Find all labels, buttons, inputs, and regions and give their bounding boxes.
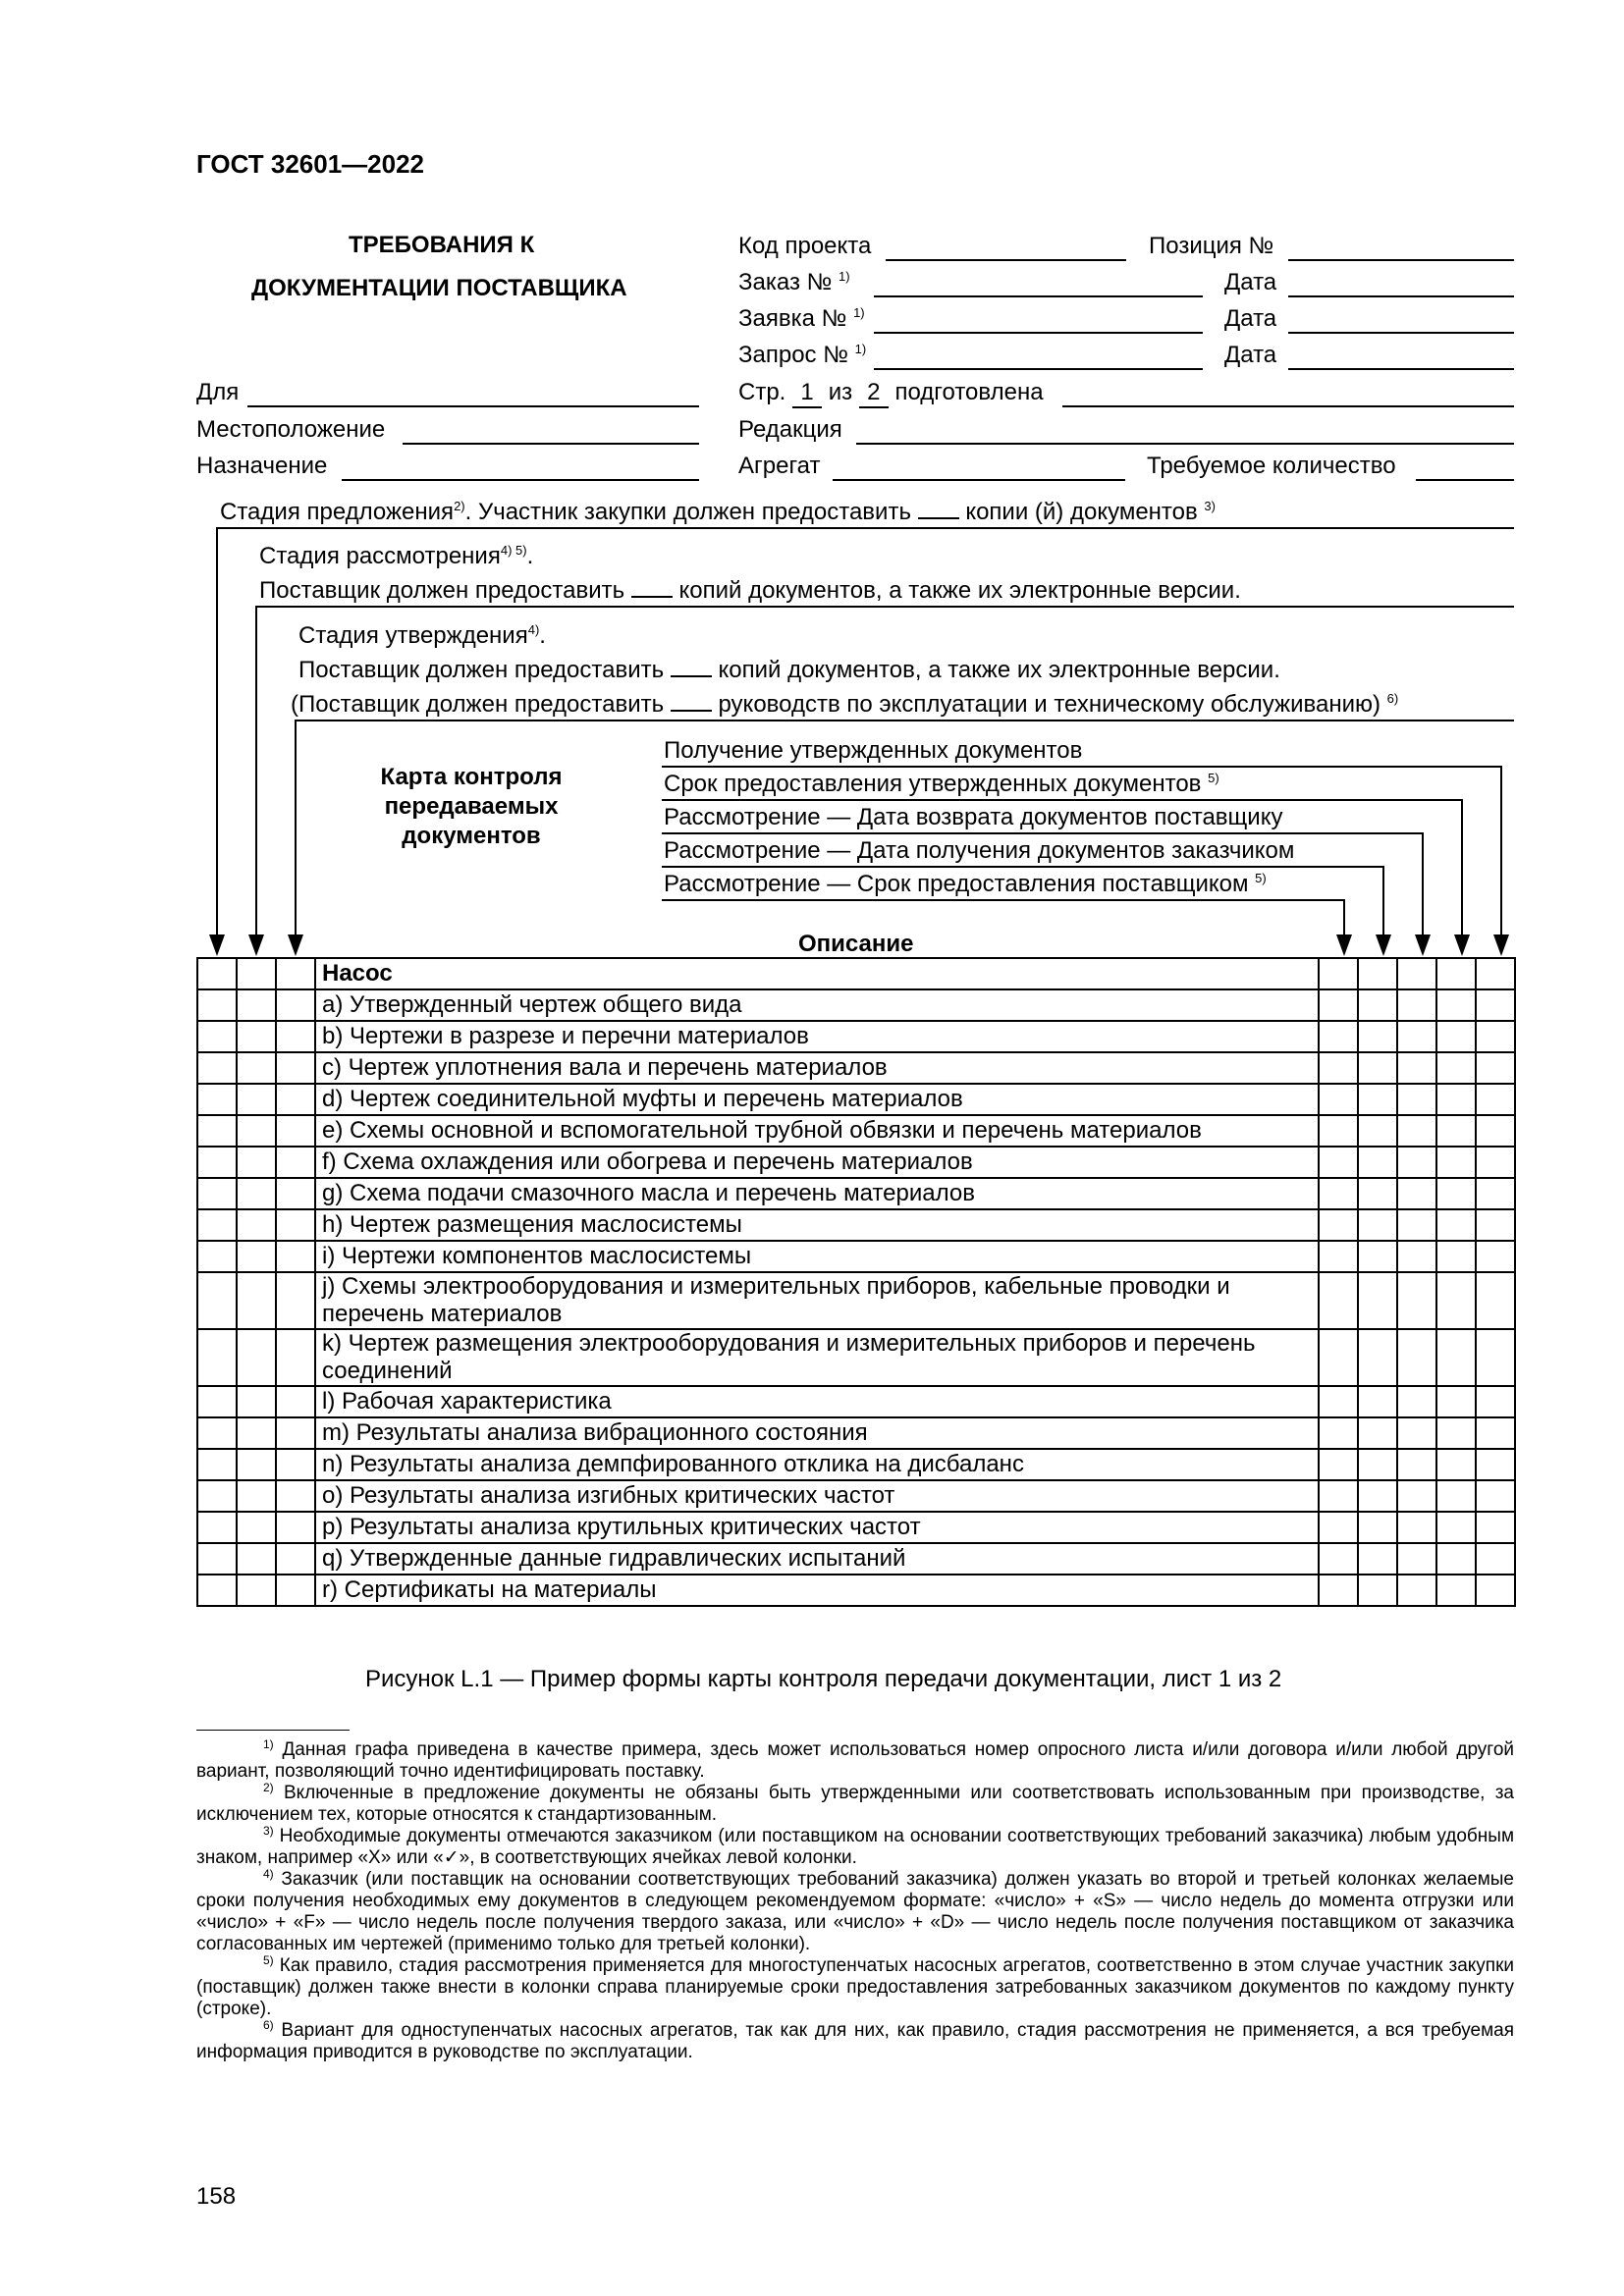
review-cell[interactable]: [1358, 1512, 1397, 1543]
review-cell[interactable]: [1436, 1272, 1476, 1329]
purpose-label: Назначение: [196, 453, 328, 479]
review-cell[interactable]: [1436, 958, 1476, 989]
review-cell[interactable]: [1397, 1512, 1436, 1543]
document-description: p) Результаты анализа крутильных критических частот: [315, 1512, 1319, 1543]
review-cell[interactable]: [1476, 958, 1515, 989]
review-cell[interactable]: [1319, 1417, 1358, 1449]
date-cell[interactable]: [237, 1115, 276, 1147]
check-cell[interactable]: [197, 1449, 237, 1480]
review-cell[interactable]: [1319, 1084, 1358, 1115]
date-cell[interactable]: [276, 1417, 315, 1449]
document-description: r) Сертификаты на материалы: [315, 1575, 1319, 1606]
document-description: g) Схема подачи смазочного масла и перечень материалов: [315, 1178, 1319, 1209]
check-cell[interactable]: [197, 1386, 237, 1417]
order-label: Заказ № $^{1)}$: [738, 269, 850, 295]
form-title-line1: ТРЕБОВАНИЯ К: [349, 232, 535, 258]
review-stage-title: Стадия рассмотрения$^{4) 5)}$.: [259, 543, 534, 569]
approval-stage-title: Стадия утверждения$^{4)}$.: [298, 622, 546, 649]
review-cell[interactable]: [1436, 1021, 1476, 1052]
footnote-separator: [196, 1730, 350, 1731]
review-cell[interactable]: [1476, 1272, 1515, 1329]
review-cell[interactable]: [1436, 1449, 1476, 1480]
check-cell[interactable]: [197, 1115, 237, 1147]
check-cell[interactable]: [197, 1543, 237, 1575]
review-arrow-line: [255, 606, 257, 938]
check-cell[interactable]: [197, 1417, 237, 1449]
review-cell[interactable]: [1436, 1417, 1476, 1449]
date-cell[interactable]: [276, 1052, 315, 1084]
date-cell[interactable]: [276, 1272, 315, 1329]
review-cell[interactable]: [1436, 1386, 1476, 1417]
document-description: l) Рабочая характеристика: [315, 1386, 1319, 1417]
document-description: i) Чертежи компонентов маслосистемы: [315, 1241, 1319, 1272]
footnote-text: Заказчик (или поставщик на основании соответствующих требований заказчика) должен указать во второй и третьей колонках желаемые сроки получения необходимых ему документов в следующем рекомендуемом формате: «число» + «S» — число недель до момента отгрузки или «число» + «F» — число недель после получения твердого заказа, или «число» + «D» — число недель после получения поставщиком от заказчика согласованных им чертежей (применимо только для третьей колонки).: [196, 1869, 1514, 1954]
request-line[interactable]: [874, 368, 1203, 370]
manual-stage-text: (Поставщик должен предоставить руководств по эксплуатации и техническому обслуживанию) $^{6)}$: [291, 691, 1399, 718]
review-cell[interactable]: [1397, 1575, 1436, 1606]
review-cell[interactable]: [1319, 1052, 1358, 1084]
form-title-line2: ДОКУМЕНТАЦИИ ПОСТАВЩИКА: [251, 275, 627, 301]
review-cell[interactable]: [1319, 1115, 1358, 1147]
application-date-line[interactable]: [1288, 332, 1514, 334]
footnotes: [196, 1739, 1514, 2063]
description-header: Описание: [798, 931, 914, 957]
review-cell[interactable]: [1358, 1052, 1397, 1084]
proposal-arrow-head: [209, 934, 225, 956]
approval-arrow-line: [295, 720, 297, 938]
column-drop-2: [1461, 799, 1463, 938]
column-arrow-1: [1493, 934, 1509, 956]
review-cell[interactable]: [1476, 1021, 1515, 1052]
date-cell[interactable]: [237, 1417, 276, 1449]
table-row: [197, 1449, 1515, 1480]
column-leader-2: [662, 799, 1463, 801]
table-row: [197, 1241, 1515, 1272]
document-description: a) Утвержденный чертеж общего вида: [315, 989, 1319, 1021]
review-cell[interactable]: [1476, 1329, 1515, 1386]
review-cell[interactable]: [1358, 1241, 1397, 1272]
review-cell[interactable]: [1476, 1241, 1515, 1272]
column-drop-3: [1422, 832, 1424, 938]
review-cell[interactable]: [1397, 1147, 1436, 1178]
check-cell[interactable]: [197, 1021, 237, 1052]
standard-number: ГОСТ 32601—2022: [196, 149, 424, 179]
review-stage-text: Поставщик должен предоставить копий документов, а также их электронные версии.: [259, 577, 1241, 604]
for-label: Для: [196, 379, 240, 405]
review-cell[interactable]: [1358, 1480, 1397, 1512]
review-cell[interactable]: [1476, 1512, 1515, 1543]
date-cell[interactable]: [237, 1021, 276, 1052]
footnote-number: 3): [263, 1824, 274, 1838]
review-cell[interactable]: [1476, 989, 1515, 1021]
review-cell[interactable]: [1476, 1386, 1515, 1417]
table-row: [197, 1512, 1515, 1543]
check-cell[interactable]: [197, 989, 237, 1021]
review-arrow-head: [248, 934, 264, 956]
check-cell[interactable]: [197, 1480, 237, 1512]
date-cell[interactable]: [237, 1386, 276, 1417]
column-label-1: Получение утвержденных документов: [664, 737, 1083, 764]
review-cell[interactable]: [1436, 989, 1476, 1021]
review-cell[interactable]: [1476, 1178, 1515, 1209]
review-cell[interactable]: [1358, 989, 1397, 1021]
document-description: b) Чертежи в разрезе и перечни материалов: [315, 1021, 1319, 1052]
column-leader-5: [662, 899, 1345, 901]
required-qty-line[interactable]: [1416, 479, 1514, 481]
review-cell[interactable]: [1436, 1241, 1476, 1272]
date-cell[interactable]: [276, 1512, 315, 1543]
order-date-label: Дата: [1224, 269, 1277, 295]
review-cell[interactable]: [1476, 1084, 1515, 1115]
review-cell[interactable]: [1319, 1178, 1358, 1209]
review-cell[interactable]: [1358, 1272, 1397, 1329]
review-cell[interactable]: [1436, 1575, 1476, 1606]
footnote: [196, 1739, 1514, 1783]
date-cell[interactable]: [276, 1241, 315, 1272]
date-cell[interactable]: [237, 958, 276, 989]
purpose-line[interactable]: [342, 479, 699, 481]
document-description: d) Чертеж соединительной муфты и перечень материалов: [315, 1084, 1319, 1115]
table-row: [197, 1052, 1515, 1084]
review-cell[interactable]: [1319, 1272, 1358, 1329]
approval-arrow-head: [288, 934, 303, 956]
date-cell[interactable]: [237, 1329, 276, 1386]
review-cell[interactable]: [1358, 1115, 1397, 1147]
proposal-stage-text: Стадия предложения$^{2)}$. Участник закупки должен предоставить копии (й) документов $^{3)}$: [220, 499, 1216, 525]
date-cell[interactable]: [276, 1147, 315, 1178]
review-cell[interactable]: [1476, 1209, 1515, 1241]
review-cell[interactable]: [1319, 1543, 1358, 1575]
approval-stage-line: [295, 720, 1514, 721]
review-cell[interactable]: [1319, 958, 1358, 989]
document-description: h) Чертеж размещения маслосистемы: [315, 1209, 1319, 1241]
table-row: [197, 1272, 1515, 1329]
review-cell[interactable]: [1397, 1115, 1436, 1147]
review-cell[interactable]: [1436, 1209, 1476, 1241]
date-cell[interactable]: [276, 1329, 315, 1386]
check-cell[interactable]: [197, 1178, 237, 1209]
review-cell[interactable]: [1358, 1084, 1397, 1115]
date-cell[interactable]: [237, 989, 276, 1021]
table-row: [197, 1329, 1515, 1386]
review-cell[interactable]: [1358, 1178, 1397, 1209]
footnote-text: Данная графа приведена в качестве примера, здесь может использоваться номер опросного листа и/или договора и/или любой другой вариант, позволяющий точно идентифицировать поставку.: [196, 1739, 1514, 1782]
date-cell[interactable]: [237, 1272, 276, 1329]
column-arrow-3: [1415, 934, 1431, 956]
footnote: [196, 2020, 1514, 2063]
proposal-arrow-line: [216, 527, 218, 938]
review-cell[interactable]: [1436, 1147, 1476, 1178]
column-arrow-2: [1454, 934, 1470, 956]
review-cell[interactable]: [1397, 1449, 1436, 1480]
review-cell[interactable]: [1358, 958, 1397, 989]
review-cell[interactable]: [1476, 1449, 1515, 1480]
required-qty-label: Требуемое количество: [1147, 453, 1396, 479]
column-drop-4: [1382, 866, 1384, 938]
review-cell[interactable]: [1319, 1512, 1358, 1543]
table-row: [197, 1209, 1515, 1241]
footnote: [196, 1869, 1514, 1955]
position-label: Позиция №: [1149, 233, 1274, 259]
document-description: e) Схемы основной и вспомогательной трубной обвязки и перечень материалов: [315, 1115, 1319, 1147]
table-row: [197, 1575, 1515, 1606]
figure-caption: Рисунок L.1 — Пример формы карты контроля передачи документации, лист 1 из 2: [365, 1666, 1282, 1692]
document-description: k) Чертеж размещения электрооборудования и измерительных приборов и перечень соединений: [315, 1329, 1319, 1386]
footnote: [196, 1783, 1514, 1826]
check-cell[interactable]: [197, 1084, 237, 1115]
date-cell[interactable]: [276, 1178, 315, 1209]
table-row: [197, 1480, 1515, 1512]
review-cell[interactable]: [1319, 989, 1358, 1021]
table-row: [197, 989, 1515, 1021]
request-label: Запрос № $^{1)}$: [738, 342, 867, 368]
review-cell[interactable]: [1436, 1115, 1476, 1147]
review-cell[interactable]: [1476, 1480, 1515, 1512]
document-description: j) Схемы электрооборудования и измерительных приборов, кабельные проводки и перечень материалов: [315, 1272, 1319, 1329]
review-cell[interactable]: [1319, 1329, 1358, 1386]
review-cell[interactable]: [1358, 1543, 1397, 1575]
review-cell[interactable]: [1319, 1480, 1358, 1512]
footnote-number: 2): [263, 1781, 274, 1794]
review-cell[interactable]: [1397, 989, 1436, 1021]
table-row: [197, 1147, 1515, 1178]
review-cell[interactable]: [1397, 1021, 1436, 1052]
date-cell[interactable]: [237, 1512, 276, 1543]
approval-stage-text: Поставщик должен предоставить копий документов, а также их электронные версии.: [298, 657, 1280, 683]
column-label-3: Рассмотрение — Дата возврата документов поставщику: [664, 804, 1283, 830]
review-cell[interactable]: [1436, 1480, 1476, 1512]
footnote-number: 4): [263, 1867, 274, 1881]
date-cell[interactable]: [237, 1084, 276, 1115]
review-cell[interactable]: [1436, 1052, 1476, 1084]
document-description: n) Результаты анализа демпфированного отклика на дисбаланс: [315, 1449, 1319, 1480]
date-cell[interactable]: [276, 1084, 315, 1115]
column-leader-1: [662, 766, 1502, 768]
location-line[interactable]: [403, 443, 699, 445]
documents-table: [196, 957, 1516, 1607]
review-cell[interactable]: [1319, 1241, 1358, 1272]
unit-label: Агрегат: [738, 453, 821, 479]
column-leader-3: [662, 832, 1424, 834]
project-code-line[interactable]: [886, 259, 1126, 261]
date-cell[interactable]: [276, 1209, 315, 1241]
review-cell[interactable]: [1397, 1272, 1436, 1329]
footnote: [196, 1955, 1514, 2020]
review-cell[interactable]: [1358, 1386, 1397, 1417]
table-row: [197, 1178, 1515, 1209]
review-cell[interactable]: [1397, 1543, 1436, 1575]
review-cell[interactable]: [1476, 1543, 1515, 1575]
project-code-label: Код проекта: [738, 233, 872, 259]
footnote-number: 1): [263, 1737, 274, 1751]
request-date-label: Дата: [1224, 342, 1277, 368]
review-cell[interactable]: [1436, 1512, 1476, 1543]
check-cell[interactable]: [197, 958, 237, 989]
review-cell[interactable]: [1436, 1329, 1476, 1386]
document-description: f) Схема охлаждения или обогрева и перечень материалов: [315, 1147, 1319, 1178]
review-cell[interactable]: [1476, 1575, 1515, 1606]
review-cell[interactable]: [1476, 1052, 1515, 1084]
table-row: [197, 1021, 1515, 1052]
footnote: [196, 1826, 1514, 1869]
control-map-title-3: документов: [402, 823, 541, 849]
table-row-group: [197, 958, 1515, 989]
review-cell[interactable]: [1436, 1084, 1476, 1115]
review-cell[interactable]: [1397, 1052, 1436, 1084]
date-cell[interactable]: [276, 1021, 315, 1052]
review-cell[interactable]: [1319, 1386, 1358, 1417]
application-label: Заявка № $^{1)}$: [738, 305, 865, 332]
review-cell[interactable]: [1358, 1021, 1397, 1052]
review-cell[interactable]: [1436, 1178, 1476, 1209]
for-line[interactable]: [247, 405, 699, 407]
date-cell[interactable]: [276, 1480, 315, 1512]
review-stage-line: [255, 606, 1514, 608]
review-cell[interactable]: [1397, 1329, 1436, 1386]
review-cell[interactable]: [1358, 1329, 1397, 1386]
footnote-text: Как правило, стадия рассмотрения применяется для многоступенчатых насосных агрегатов, соответственно в этом случае участник закупки (поставщик) должен также внести в колонки справа планируемые сроки предоставления затребованных заказчиком документов по каждому пункту (строке).: [196, 1955, 1515, 2019]
document-description: c) Чертеж уплотнения вала и перечень материалов: [315, 1052, 1319, 1084]
review-cell[interactable]: [1436, 1543, 1476, 1575]
revision-line[interactable]: [856, 443, 1514, 445]
date-cell[interactable]: [276, 1449, 315, 1480]
check-cell[interactable]: [197, 1241, 237, 1272]
request-date-line[interactable]: [1288, 368, 1514, 370]
check-cell[interactable]: [197, 1575, 237, 1606]
review-cell[interactable]: [1358, 1147, 1397, 1178]
group-label: Насос: [315, 958, 1319, 989]
date-cell[interactable]: [237, 1147, 276, 1178]
column-arrow-5: [1336, 934, 1352, 956]
review-cell[interactable]: [1319, 1147, 1358, 1178]
document-description: o) Результаты анализа изгибных критических частот: [315, 1480, 1319, 1512]
date-cell[interactable]: [276, 989, 315, 1021]
unit-line[interactable]: [833, 479, 1125, 481]
review-cell[interactable]: [1319, 1021, 1358, 1052]
check-cell[interactable]: [197, 1209, 237, 1241]
footnote-number: 6): [263, 2018, 274, 2032]
column-label-5: Рассмотрение — Срок предоставления поставщиком $^{5)}$: [664, 871, 1267, 897]
page-info: Стр. 1 из 2 подготовлена: [738, 379, 1044, 408]
review-cell[interactable]: [1397, 1241, 1436, 1272]
order-line[interactable]: [874, 295, 1203, 297]
column-arrow-4: [1376, 934, 1391, 956]
check-cell[interactable]: [197, 1512, 237, 1543]
review-cell[interactable]: [1397, 1209, 1436, 1241]
review-cell[interactable]: [1397, 1084, 1436, 1115]
footnote-text: Вариант для одноступенчатых насосных агрегатов, так как для них, как правило, стадия рассмотрения не применяется, а вся требуемая информация приводится в руководстве по эксплуатации.: [196, 2020, 1514, 2062]
column-drop-5: [1343, 899, 1345, 938]
check-cell[interactable]: [197, 1329, 237, 1386]
review-cell[interactable]: [1476, 1147, 1515, 1178]
prepared-line[interactable]: [1062, 405, 1514, 407]
review-cell[interactable]: [1397, 1417, 1436, 1449]
date-cell[interactable]: [276, 1115, 315, 1147]
date-cell[interactable]: [276, 1543, 315, 1575]
date-cell[interactable]: [276, 958, 315, 989]
control-map-title-1: Карта контроля: [380, 764, 563, 790]
date-cell[interactable]: [237, 1575, 276, 1606]
footnote-text: Необходимые документы отмечаются заказчиком (или поставщиком на основании соответствующих требований заказчика) любым удобным знаком, например «X» или «✓», в соответствующих ячейках левой колонки.: [196, 1826, 1515, 1868]
column-label-4: Рассмотрение — Дата получения документов заказчиком: [664, 837, 1295, 864]
review-cell[interactable]: [1397, 1178, 1436, 1209]
date-cell[interactable]: [276, 1386, 315, 1417]
footnote-text: Включенные в предложение документы не обязаны быть утвержденными или соответствовать использованным при производстве, за исключением тех, которые относятся к стандартизованным.: [196, 1783, 1514, 1825]
review-cell[interactable]: [1397, 1386, 1436, 1417]
order-date-line[interactable]: [1288, 295, 1514, 297]
document-description: q) Утвержденные данные гидравлических испытаний: [315, 1543, 1319, 1575]
column-label-2: Срок предоставления утвержденных документов $^{5)}$: [664, 771, 1219, 797]
column-leader-4: [662, 866, 1384, 868]
review-cell[interactable]: [1476, 1417, 1515, 1449]
document-description: m) Результаты анализа вибрационного состояния: [315, 1417, 1319, 1449]
date-cell[interactable]: [237, 1543, 276, 1575]
location-label: Местоположение: [196, 416, 386, 443]
column-drop-1: [1500, 766, 1502, 938]
review-cell[interactable]: [1319, 1575, 1358, 1606]
review-cell[interactable]: [1358, 1209, 1397, 1241]
review-cell[interactable]: [1397, 1480, 1436, 1512]
review-cell[interactable]: [1476, 1115, 1515, 1147]
date-cell[interactable]: [237, 1480, 276, 1512]
check-cell[interactable]: [197, 1052, 237, 1084]
position-line[interactable]: [1288, 259, 1514, 261]
date-cell[interactable]: [276, 1575, 315, 1606]
date-cell[interactable]: [237, 1052, 276, 1084]
page-number: 158: [196, 2183, 237, 2210]
table-row: [197, 1115, 1515, 1147]
date-cell[interactable]: [237, 1241, 276, 1272]
application-line[interactable]: [874, 332, 1203, 334]
review-cell[interactable]: [1358, 1417, 1397, 1449]
check-cell[interactable]: [197, 1147, 237, 1178]
table-row: [197, 1386, 1515, 1417]
footnote-number: 5): [263, 1953, 274, 1967]
table-row: [197, 1417, 1515, 1449]
date-cell[interactable]: [237, 1209, 276, 1241]
table-row: [197, 1084, 1515, 1115]
application-date-label: Дата: [1224, 305, 1277, 332]
table-row: [197, 1543, 1515, 1575]
control-map-title-2: передаваемых: [384, 793, 559, 820]
revision-label: Редакция: [738, 416, 842, 443]
review-cell[interactable]: [1358, 1575, 1397, 1606]
check-cell[interactable]: [197, 1272, 237, 1329]
review-cell[interactable]: [1319, 1209, 1358, 1241]
date-cell[interactable]: [237, 1178, 276, 1209]
proposal-stage-line: [216, 527, 1514, 529]
date-cell[interactable]: [237, 1449, 276, 1480]
review-cell[interactable]: [1358, 1449, 1397, 1480]
review-cell[interactable]: [1319, 1449, 1358, 1480]
review-cell[interactable]: [1397, 958, 1436, 989]
